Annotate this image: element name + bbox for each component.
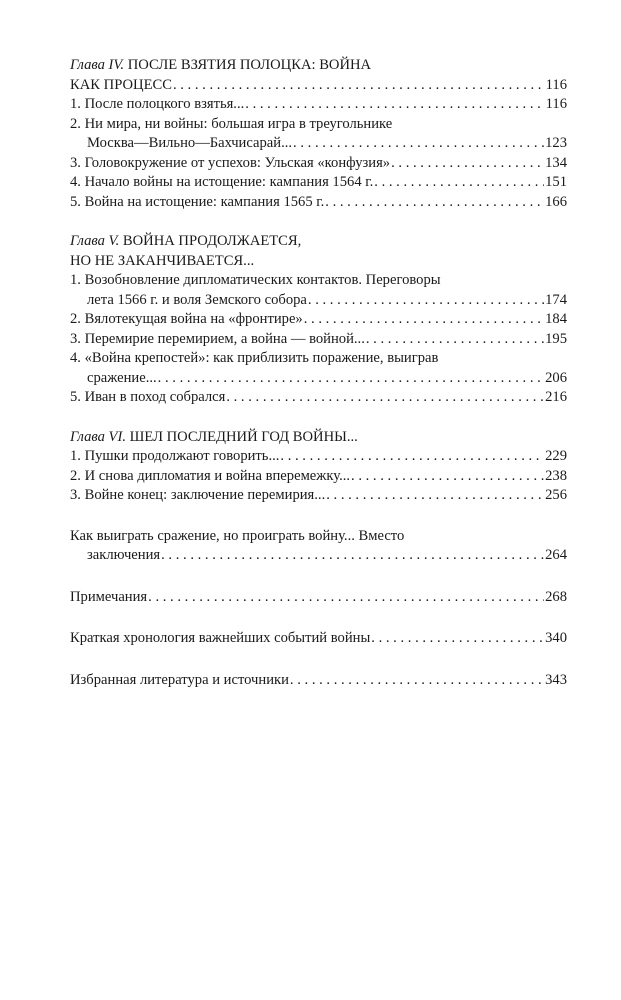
leader-dots: [371, 629, 544, 649]
leader-dots: [290, 671, 544, 691]
entry-text: Примечания: [70, 588, 148, 605]
entry-text: заключения: [87, 547, 161, 563]
leader-dots: [366, 330, 544, 350]
entry-text: Москва—Вильно—Бахчисарай...: [87, 135, 293, 151]
page-number: 343: [545, 671, 567, 688]
toc-entry: [70, 388, 567, 408]
leader-dots: [325, 193, 544, 213]
page-number: 123: [545, 135, 567, 151]
toc-entry-chronology: [70, 629, 567, 649]
toc-entry: [70, 154, 567, 174]
page-number: 229: [545, 448, 567, 464]
toc-entry: [70, 467, 567, 487]
chapter-5-label: Глава V.: [70, 233, 120, 249]
page-number: 174: [545, 291, 567, 308]
leader-dots: [351, 467, 544, 487]
entry-text: 1. После полоцкого взятья...: [70, 96, 245, 112]
chapter-5-title-line1: ВОЙНА ПРОДОЛЖАЕТСЯ,: [122, 233, 302, 249]
spacer: [70, 408, 567, 428]
entry-text: Краткая хронология важнейших событий войны: [70, 630, 371, 646]
entry-text: Избранная литература и источники: [70, 671, 289, 688]
leader-dots: [158, 369, 544, 389]
chapter-4: [70, 56, 567, 212]
page-number: 264: [545, 547, 567, 563]
toc-entry: [70, 486, 567, 506]
chapter-4-title-entry: [70, 76, 567, 96]
spacer: [70, 212, 567, 232]
chapter-5-title-line2: НО НЕ ЗАКАНЧИВАЕТСЯ...: [70, 252, 255, 269]
entry-text: сражение...: [87, 369, 157, 386]
leader-dots: [280, 447, 544, 467]
entry-line1: 1. Возобновление дипломатических контактов. Переговоры: [70, 272, 441, 288]
leader-dots: [161, 546, 544, 566]
page-number: 116: [545, 76, 567, 93]
toc-entry: [70, 447, 567, 467]
chapter-4-title-line2: КАК ПРОЦЕСС: [70, 76, 172, 93]
spacer: [70, 506, 567, 527]
page-number: 238: [545, 467, 567, 484]
page-number: 116: [545, 96, 567, 112]
page-number: 184: [545, 311, 567, 327]
entry-text: 1. Пушки продолжают говорить...: [70, 448, 280, 464]
entry-line1: 2. Ни мира, ни войны: большая игра в треугольнике: [70, 115, 393, 132]
page-number: 151: [545, 174, 567, 190]
entry-text: 4. Начало войны на истощение: кампания 1564 г.: [70, 174, 374, 190]
conclusion: [70, 527, 567, 566]
chapter-4-title: [70, 56, 567, 76]
page-number: 268: [545, 588, 567, 605]
leader-dots: [391, 154, 544, 174]
entry-text: 3. Головокружение от успехов: Ульская «конфузия»: [70, 154, 391, 171]
leader-dots: [226, 388, 544, 408]
page-number: 340: [545, 630, 567, 646]
spacer: [70, 566, 567, 588]
toc-entry: [70, 369, 567, 389]
leader-dots: [374, 173, 544, 193]
entry-text: 2. И снова дипломатия и война вперемежку...: [70, 467, 351, 484]
chapter-5: [70, 232, 567, 408]
page-number: 195: [545, 330, 567, 347]
entry-text: 5. Иван в поход собрался: [70, 389, 226, 405]
toc-entry: [70, 173, 567, 193]
chapter-4-label: Глава IV.: [70, 57, 125, 73]
leader-dots: [308, 291, 544, 311]
entry-text: 5. Война на истощение: кампания 1565 г.: [70, 193, 325, 210]
toc-entry: [70, 310, 567, 330]
toc-entry: [70, 546, 567, 566]
spacer: [70, 607, 567, 629]
chapter-6: [70, 428, 567, 506]
toc-entry: [70, 95, 567, 115]
page-number: 216: [545, 389, 567, 405]
chapter-4-title-line1: ПОСЛЕ ВЗЯТИЯ ПОЛОЦКА: ВОЙНА: [127, 57, 372, 73]
entry-line1: 4. «Война крепостей»: как приблизить поражение, выиграв: [70, 350, 439, 366]
toc-entry-literature: [70, 671, 567, 691]
toc-entry: [70, 193, 567, 213]
chapter-6-title-line1: ШЕЛ ПОСЛЕДНИЙ ГОД ВОЙНЫ...: [129, 428, 358, 445]
leader-dots: [148, 588, 544, 608]
toc-entry: [70, 330, 567, 350]
page-number: 166: [545, 193, 567, 210]
leader-dots: [293, 134, 544, 154]
entry-text: 2. Вялотекущая война на «фронтире»: [70, 311, 303, 327]
chapter-6-label: Глава VI.: [70, 428, 126, 445]
entry-text: 3. Перемирие перемирием, а война — войной...: [70, 330, 365, 347]
entry-text: 3. Войне конец: заключение перемирия...: [70, 487, 326, 503]
toc-entry: [70, 291, 567, 311]
entry-text: лета 1566 г. и воля Земского собора: [87, 291, 307, 308]
conclusion-line1: Как выиграть сражение, но проиграть войну... Вместо: [70, 527, 405, 544]
spacer: [70, 649, 567, 671]
page-number: 134: [545, 154, 567, 171]
chapter-6-title: [70, 428, 567, 448]
toc-entry-notes: [70, 588, 567, 608]
chapter-5-title: [70, 232, 567, 252]
leader-dots: [245, 95, 544, 115]
leader-dots: [304, 310, 544, 330]
page-number: 256: [545, 487, 567, 503]
toc-entry: [70, 134, 567, 154]
page-number: 206: [545, 369, 567, 386]
leader-dots: [326, 486, 544, 506]
table-of-contents: [70, 56, 567, 690]
leader-dots: [173, 76, 545, 96]
